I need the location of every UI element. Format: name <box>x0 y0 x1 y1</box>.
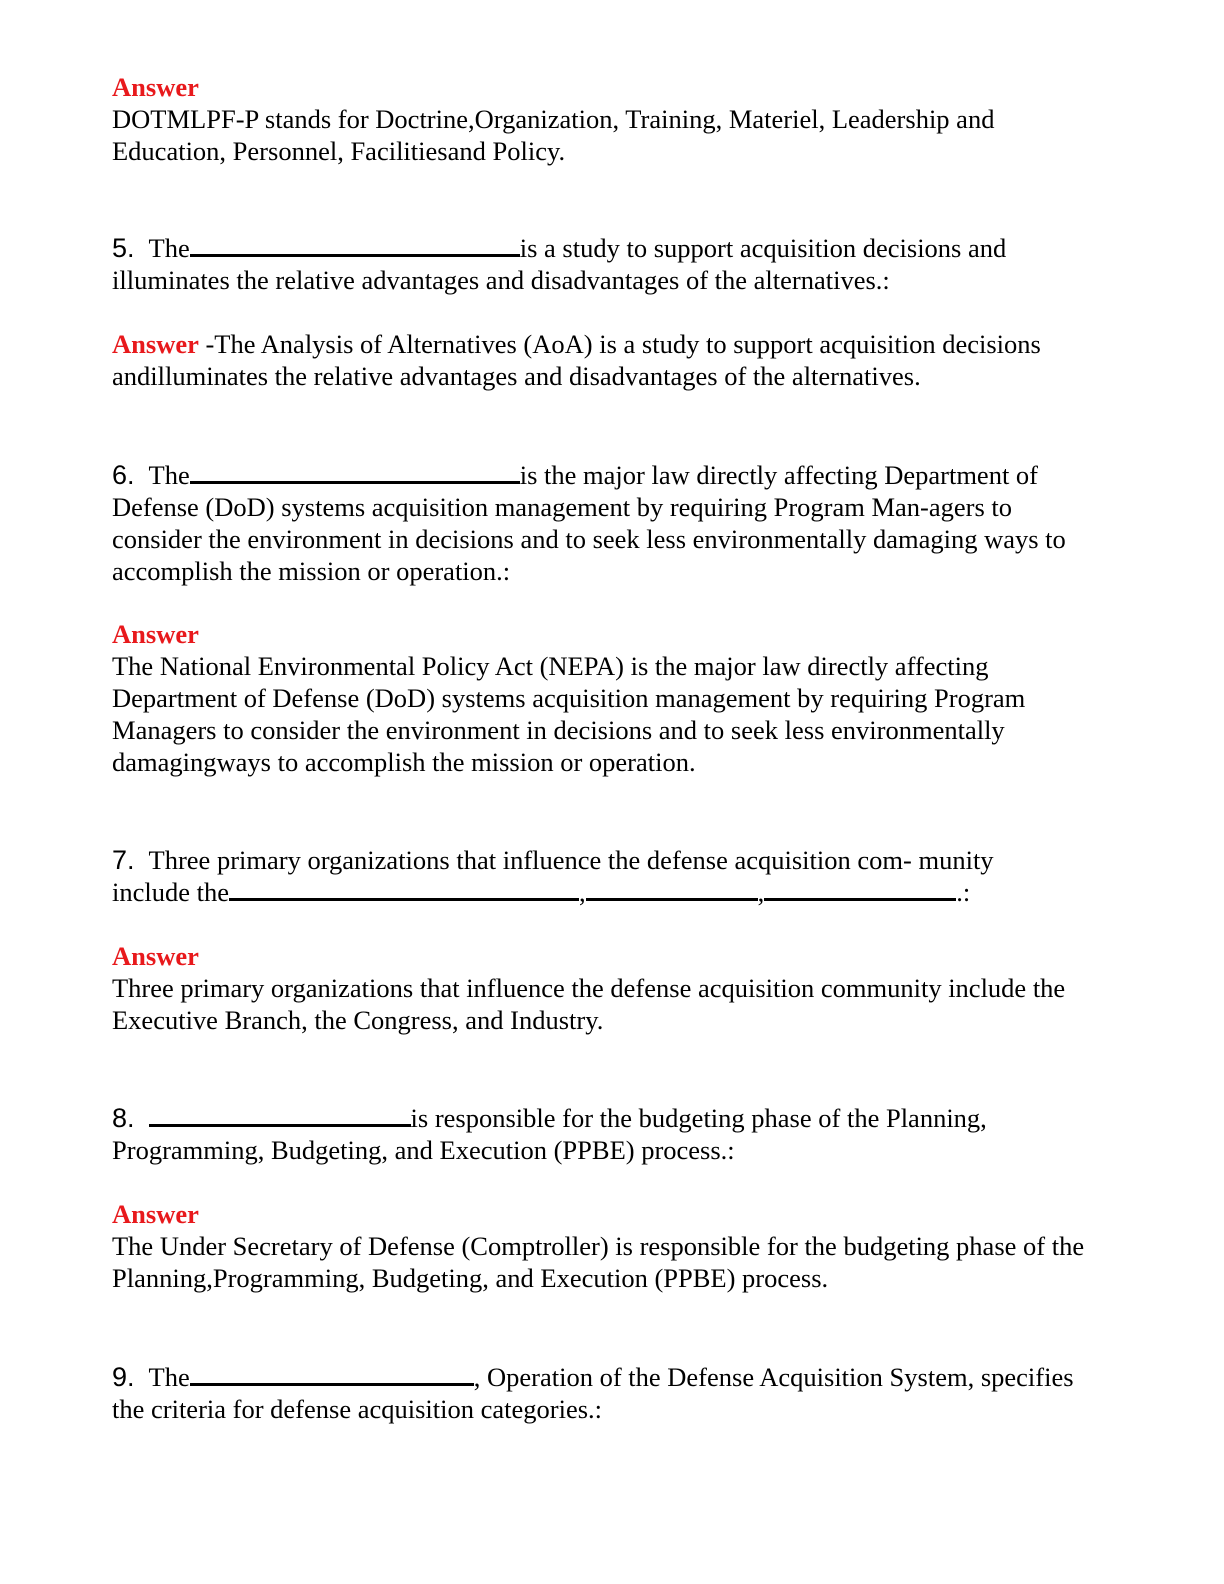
fill-in-blank <box>229 876 579 901</box>
answer-label: Answer <box>112 1199 199 1229</box>
answer-label: Answer <box>112 941 199 971</box>
answer-label: Answer <box>112 72 199 102</box>
question-line <box>112 1361 1112 1393</box>
question-text: , Operation of the Defense Acquisition System, specifies <box>473 1362 1074 1392</box>
question-text: .: <box>956 877 971 907</box>
question-text: Three primary organizations that influence the defense acquisition com- munity <box>148 845 994 875</box>
answer-text-line: Executive Branch, the Congress, and Industry. <box>112 1005 604 1035</box>
question-line: accomplish the mission or operation.: <box>112 556 511 586</box>
question-5 <box>112 232 1112 296</box>
q5-answer-block <box>112 328 1112 392</box>
question-line: Programming, Budgeting, and Execution (PPBE) process.: <box>112 1135 735 1165</box>
answer-text-line: Planning,Programming, Budgeting, and Execution (PPBE) process. <box>112 1263 829 1293</box>
question-number: 5. <box>112 233 135 263</box>
q7-answer-block <box>112 940 1112 1036</box>
answer-text-line: Managers to consider the environment in decisions and to seek less environmentally <box>112 715 1005 745</box>
answer-text-line: DOTMLPF-P stands for Doctrine,Organization, Training, Materiel, Leadership and <box>112 104 995 134</box>
question-text: The <box>148 1362 190 1392</box>
question-number: 9. <box>112 1362 135 1392</box>
answer-text-line: Three primary organizations that influence the defense acquisition community include the <box>112 973 1066 1003</box>
separator: , <box>757 877 765 907</box>
question-text: The <box>148 233 190 263</box>
question-7 <box>112 844 1112 908</box>
answer-text: -The Analysis of Alternatives (AoA) is a study to support acquisition decisions <box>205 329 1041 359</box>
question-text: is responsible for the budgeting phase of the Planning, <box>410 1103 987 1133</box>
question-number: 7. <box>112 845 135 875</box>
q6-answer-block <box>112 618 1112 778</box>
question-9 <box>112 1361 1112 1425</box>
question-6 <box>112 459 1112 587</box>
fill-in-blank <box>190 459 520 484</box>
fill-in-blank <box>149 1102 411 1127</box>
question-line <box>112 844 1112 876</box>
question-line: the criteria for defense acquisition categories.: <box>112 1394 603 1424</box>
question-text: include the <box>112 877 229 907</box>
answer-text-line: Education, Personnel, Facilitiesand Policy. <box>112 136 566 166</box>
question-line: illuminates the relative advantages and disadvantages of the alternatives.: <box>112 265 890 295</box>
question-text: The <box>148 460 190 490</box>
q8-answer-block <box>112 1198 1112 1294</box>
answer-label: Answer <box>112 619 199 649</box>
question-8 <box>112 1102 1112 1166</box>
question-text: is a study to support acquisition decisions and <box>519 233 1007 263</box>
fill-in-blank <box>190 1361 474 1386</box>
fill-in-blank <box>586 876 758 901</box>
question-line <box>112 876 1112 908</box>
question-line <box>112 459 1112 491</box>
separator: , <box>579 877 586 907</box>
answer-text-line: The National Environmental Policy Act (NEPA) is the major law directly affecting <box>112 651 989 681</box>
question-number: 6. <box>112 460 135 490</box>
question-line: consider the environment in decisions and to seek less environmentally damaging ways to <box>112 524 1066 554</box>
question-text: is the major law directly affecting Department of <box>519 460 1039 490</box>
question-line: Defense (DoD) systems acquisition management by requiring Program Man-agers to <box>112 492 1013 522</box>
answer-line <box>112 328 1112 360</box>
fill-in-blank <box>764 876 956 901</box>
question-line <box>112 232 1112 264</box>
question-number: 8. <box>112 1103 135 1133</box>
fill-in-blank <box>190 232 520 257</box>
q4-answer-block <box>112 71 1112 167</box>
answer-text-line: Department of Defense (DoD) systems acquisition management by requiring Program <box>112 683 1026 713</box>
question-line <box>112 1102 1112 1134</box>
answer-text-line: The Under Secretary of Defense (Comptroller) is responsible for the budgeting phase of the <box>112 1231 1085 1261</box>
answer-text-line: damagingways to accomplish the mission or operation. <box>112 747 696 777</box>
answer-text-line: andilluminates the relative advantages and disadvantages of the alternatives. <box>112 361 921 391</box>
answer-label: Answer <box>112 329 199 359</box>
